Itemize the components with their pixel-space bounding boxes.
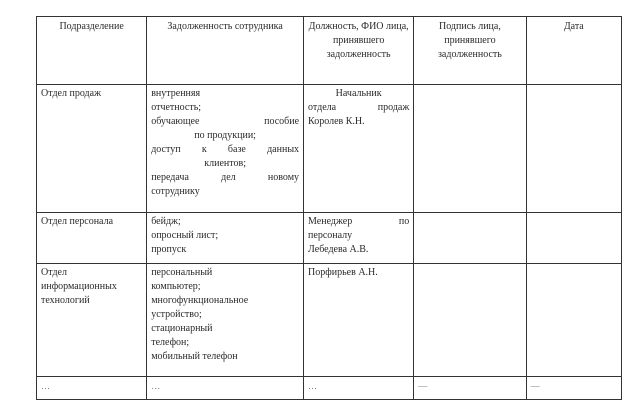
debt-line: пропуск <box>151 244 187 255</box>
table-header-row <box>37 17 622 85</box>
debt-line: внутренняя <box>151 88 201 99</box>
position-line: … <box>308 381 318 391</box>
cell-debt <box>147 377 304 400</box>
cell-position-name <box>304 264 414 377</box>
debt-line: по продукции; <box>194 130 256 141</box>
debt-line: мобильный телефон <box>151 351 238 362</box>
debt-line: персональный <box>151 267 213 278</box>
debt-line: отчетность; <box>151 102 202 113</box>
cell-position-name <box>304 213 414 264</box>
cell-date <box>526 264 621 377</box>
cell-signature <box>414 264 526 377</box>
debt-line: клиентов; <box>204 158 246 169</box>
debt-line: опросный лист; <box>151 230 219 241</box>
table-row <box>37 377 622 400</box>
cell-debt <box>147 264 304 377</box>
position-line: отдела продаж <box>308 102 410 113</box>
debt-line: передача дел новому <box>151 172 300 183</box>
debt-line: стационарный <box>151 323 213 334</box>
position-line: Лебедева А.В. <box>308 244 369 255</box>
header-department: Подразделение <box>37 17 147 85</box>
debt-line: обучающее пособие <box>151 116 300 127</box>
cell-signature <box>414 85 526 213</box>
position-line: Менеджер по <box>308 216 410 227</box>
debt-line: сотруднику <box>151 186 200 197</box>
cell-signature: — <box>414 377 526 400</box>
header-signature: Подпись лица, принявшего задолженность <box>414 17 526 85</box>
debt-line: бейдж; <box>151 216 181 227</box>
debt-line: … <box>151 381 161 391</box>
cell-position-name <box>304 377 414 400</box>
position-line: Королев К.Н. <box>308 116 365 127</box>
debt-line: компьютер; <box>151 281 201 292</box>
position-line: Порфирьев А.Н. <box>308 267 378 278</box>
cell-department: … <box>37 377 147 400</box>
cell-department: Отдел продаж <box>37 85 147 213</box>
cell-date: — <box>526 377 621 400</box>
cell-date <box>526 85 621 213</box>
cell-debt <box>147 213 304 264</box>
debt-line: устройство; <box>151 309 202 320</box>
table-row <box>37 264 622 377</box>
header-debt: Задолженность сотрудника <box>147 17 304 85</box>
cell-signature <box>414 213 526 264</box>
position-line: персоналу <box>308 230 353 241</box>
cell-department: Отдел информационных технологий <box>37 264 147 377</box>
debt-transfer-table <box>36 16 622 400</box>
table-row <box>37 85 622 213</box>
cell-department: Отдел персонала <box>37 213 147 264</box>
header-date: Дата <box>526 17 621 85</box>
debt-line: доступ к базе данных <box>151 144 300 155</box>
header-position-name: Должность, ФИО лица, принявшего задолженность <box>304 17 414 85</box>
cell-date <box>526 213 621 264</box>
table-row <box>37 213 622 264</box>
cell-position-name <box>304 85 414 213</box>
position-line: Начальник <box>335 88 382 99</box>
debt-line: телефон; <box>151 337 190 348</box>
cell-debt <box>147 85 304 213</box>
debt-line: многофункциональное <box>151 295 249 306</box>
